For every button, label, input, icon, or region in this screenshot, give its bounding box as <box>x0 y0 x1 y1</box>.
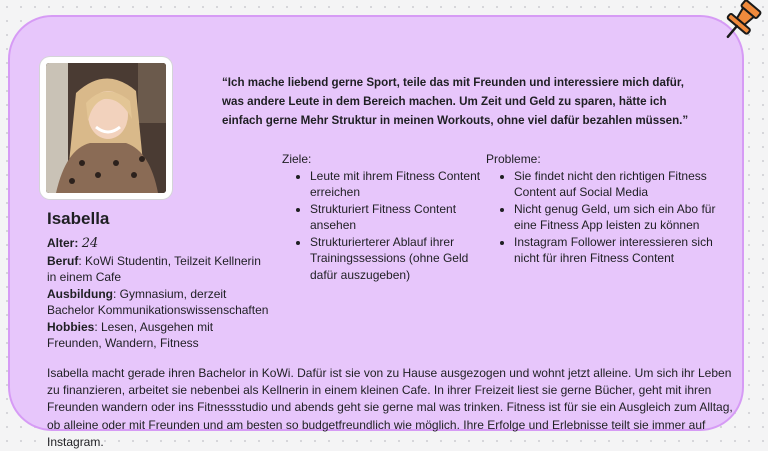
persona-facts <box>47 235 269 352</box>
education-label: Ausbildung <box>47 286 113 301</box>
problems-list <box>486 168 716 267</box>
goals-title: Ziele: <box>282 152 312 166</box>
problem-item: • Sie findet nicht den richtigen Fitness Content auf Social Media <box>514 168 716 201</box>
fact-job <box>47 253 269 286</box>
goal-item: • Strukturierterer Ablauf ihrer Trainingssessions (ohne Geld dafür auszugeben) <box>310 234 482 284</box>
pushpin-icon <box>718 0 766 44</box>
age-label: Alter: <box>47 236 79 250</box>
problems-title: Probleme: <box>486 152 541 166</box>
fact-age <box>47 235 269 253</box>
persona-name: Isabella <box>47 209 110 228</box>
hobbies-value: : Lesen, Ausgehen mit Freunden, Wandern, Fitness <box>47 319 214 350</box>
goal-item: • Leute mit ihrem Fitness Content erreichen <box>310 168 482 201</box>
persona-quote: “Ich mache liebend gerne Sport, teile das mit Freunden und interessiere mich dafür, was andere Leute in dem Bereich machen. Um Zeit und Geld zu sparen, hätte ich einfach gerne Mehr Struktur in meinen Workouts, ohne viel dafür bezahlen müssen.” <box>222 76 689 127</box>
education-value: : Gymnasium, derzeit Bachelor Kommunikationswissenschaften <box>47 286 269 317</box>
job-value: : KoWi Studentin, Teilzeit Kellnerin in einem Cafe <box>47 253 261 284</box>
job-label: Beruf <box>47 253 79 268</box>
goals-section <box>282 151 482 283</box>
persona-description: Isabella macht gerade ihren Bachelor in KoWi. Dafür ist sie von zu Hause ausgezogen und wohnt jetzt alleine. Um sich ihr Leben zu finanzieren, arbeitet sie nebenbei als Kellnerin in einem kleinen Cafe. In ihrer Freizeit liest sie gerne Bücher, geht mit ihren Freunden wandern oder ins Fitnessstudio und abends geht sie gerne mal was trinken. Fitness ist für sie ein Ausgleich zum Alltag, ob alleine oder mit Freunden und am besten so budgetfreundlich wie möglich. Ihre Erfolge und Erlebnisse teilt sie immer auf Instagram. <box>47 366 733 449</box>
goal-item: • Strukturiert Fitness Content ansehen <box>310 201 482 234</box>
hobbies-label: Hobbies <box>47 319 95 334</box>
persona-card <box>8 15 744 449</box>
fact-education <box>47 286 269 319</box>
profile-photo-frame <box>40 57 172 199</box>
age-value: 24 <box>81 236 99 251</box>
problem-item: • Nicht genug Geld, um sich ein Abo für eine Fitness App leisten zu können <box>514 201 716 234</box>
fact-hobbies <box>47 319 269 352</box>
problems-section <box>486 151 716 267</box>
goals-list <box>282 168 482 284</box>
profile-photo-icon <box>46 63 166 193</box>
problem-item: • Instagram Follower interessieren sich nicht für ihren Fitness Content <box>514 234 716 267</box>
profile-photo <box>46 63 166 193</box>
